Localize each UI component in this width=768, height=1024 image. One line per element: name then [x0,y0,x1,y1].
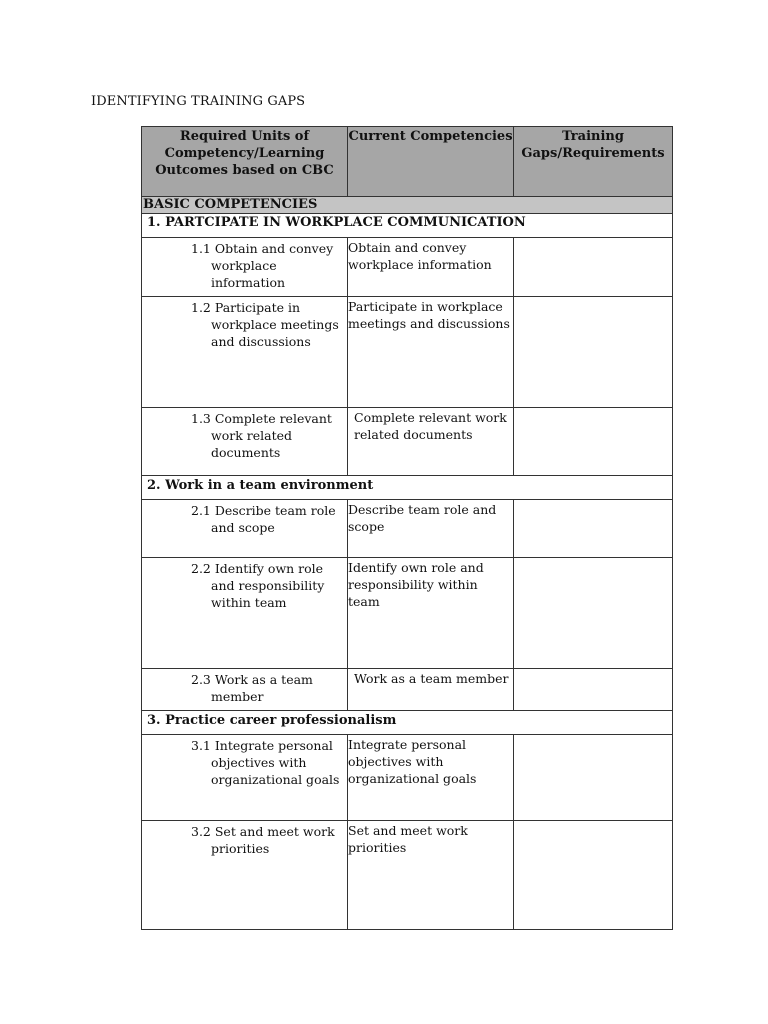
section-title: 3. Practice career professionalism [142,711,673,735]
unit-cell: 3.1 Integrate personal objectives with organizational goals [142,735,348,821]
current-cell: Integrate personal objectives with organizational goals [348,735,514,821]
document-title: IDENTIFYING TRAINING GAPS [91,94,306,109]
current-cell: Complete relevant work related documents [348,408,514,476]
gap-cell [514,238,673,297]
section-title: 2. Work in a team environment [142,476,673,500]
table-row [142,558,673,669]
header-row [142,127,673,197]
gap-cell [514,735,673,821]
section-title: 1. PARTCIPATE IN WORKPLACE COMMUNICATION [142,214,673,238]
unit-cell: 1.3 Complete relevant work related documents [142,408,348,476]
unit-cell: 2.3 Work as a team member [142,669,348,711]
unit-cell: 2.2 Identify own role and responsibility within team [142,558,348,669]
gap-cell [514,408,673,476]
gap-cell [514,558,673,669]
category-row [142,197,673,214]
current-cell: Set and meet work priorities [348,821,514,930]
unit-cell: 1.1 Obtain and convey workplace information [142,238,348,297]
current-cell: Identify own role and responsibility within team [348,558,514,669]
unit-cell: 2.1 Describe team role and scope [142,500,348,558]
current-cell: Work as a team member [348,669,514,711]
table-row [142,821,673,930]
table-row [142,297,673,408]
section-row [142,711,673,735]
gap-cell [514,500,673,558]
gap-cell [514,821,673,930]
section-row [142,476,673,500]
table-row [142,669,673,711]
table-row [142,408,673,476]
header-required-units: Required Units of Competency/Learning Outcomes based on CBC [142,127,348,197]
gap-cell [514,669,673,711]
current-cell: Describe team role and scope [348,500,514,558]
header-current-competencies: Current Competencies [348,127,514,197]
table-row [142,500,673,558]
category-label: BASIC COMPETENCIES [142,197,673,214]
training-gaps-table [141,126,673,930]
table-row [142,735,673,821]
header-training-gaps: Training Gaps/Requirements [514,127,673,197]
section-row [142,214,673,238]
current-cell: Participate in workplace meetings and discussions [348,297,514,408]
unit-cell: 3.2 Set and meet work priorities [142,821,348,930]
current-cell: Obtain and convey workplace information [348,238,514,297]
table-row [142,238,673,297]
unit-cell: 1.2 Participate in workplace meetings and discussions [142,297,348,408]
gap-cell [514,297,673,408]
